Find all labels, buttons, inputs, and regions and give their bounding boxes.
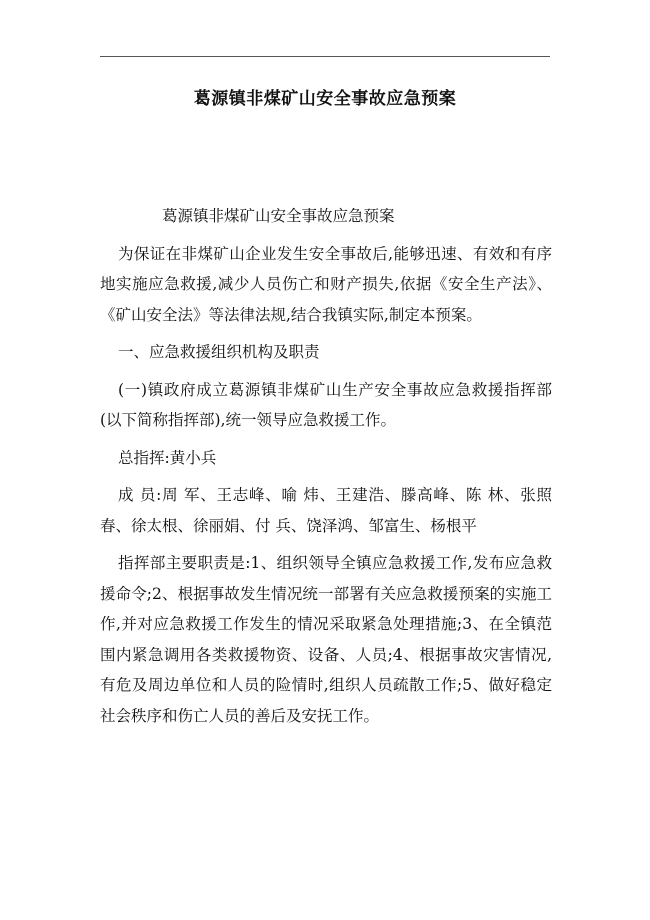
duties-paragraph: 指挥部主要职责是:1、组织领导全镇应急救援工作,发布应急救援命令;2、根据事故发生情况统一部署有关应急救援预案的实施工作,并对应急救援工作发生的情况采取紧急处理措施;3、在全镇范围内紧急调用各类救援物资、设备、人员;4、根据事故灾害情况,有危及周边单位和人员的险情时,组织人员疏散工作;5、做好稳定社会秩序和伤亡人员的善后及安抚工作。 [100,554,552,725]
section-heading: 一、应急救援组织机构及职责 [118,343,320,361]
intro-paragraph: 为保证在非煤矿山企业发生安全事故后,能够迅速、有效和有序地实施应急救援,减少人员伤亡和财产损失,依据《安全生产法》、《矿山安全法》等法律法规,结合我镇实际,制定本预案。 [100,244,552,324]
document-body [100,201,552,738]
subsection-paragraph: (一)镇政府成立葛源镇非煤矿山生产安全事故应急救援指挥部(以下简称指挥部),统一领导应急救援工作。 [100,380,552,429]
members-line: 成 员:周 军、王志峰、喻 炜、王建浩、滕高峰、陈 林、张照春、徐太根、徐丽娟、付 兵、饶泽鸿、邹富生、杨根平 [100,486,552,535]
commander-line: 总指挥:黄小兵 [118,448,217,467]
header-rule [100,56,550,57]
document-title: 葛源镇非煤矿山安全事故应急预案 [193,89,457,109]
document-subtitle: 葛源镇非煤矿山安全事故应急预案 [162,207,395,225]
